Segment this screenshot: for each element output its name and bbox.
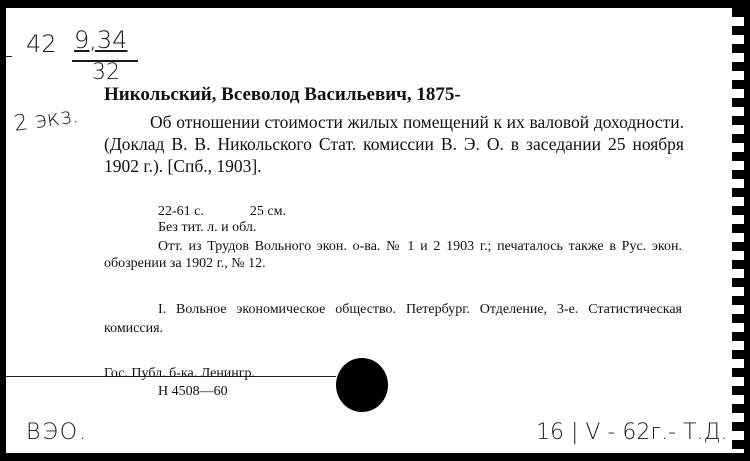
physical-description	[158, 204, 286, 220]
library-name: Гос. Публ. б-ка. Ленингр.	[104, 366, 256, 381]
handwritten-fraction-top: 9,34	[74, 26, 128, 54]
handwritten-code: ВЭО.	[26, 420, 89, 445]
subject-entry: I. Вольное экономическое общество. Петербург. Отделение, 3-е. Статистическая комиссия.	[104, 302, 682, 336]
library-shelfmark: Н 4508—60	[158, 384, 228, 399]
pages: 22-61 с.	[158, 204, 204, 219]
title-description: Об отношении стоимости жилых помещений к их валовой доходности. (Доклад В. В. Никольского Стат. комиссии В. Э. О. в заседании 25 ноября 1902 г.). [Спб., 1903].	[104, 112, 684, 176]
cover-note: Без тит. л. и обл.	[158, 220, 257, 235]
card-edge-perforation	[732, 8, 744, 453]
author-heading: Никольский, Всеволод Васильевич, 1875-	[104, 84, 461, 105]
handwritten-shelf-number: 42	[26, 30, 57, 58]
offprint-note: Отт. из Трудов Вольного экон. о-ва. № 1 и 2 1903 г.; печаталось также в Рус. экон. обозрении за 1902 г., № 12.	[104, 239, 682, 271]
handwritten-fraction-bottom: 32	[92, 60, 120, 85]
punch-hole	[336, 358, 388, 412]
size: 25 см.	[249, 204, 286, 219]
handwritten-copies-note: 2 экз.	[12, 103, 81, 137]
edge-mark	[6, 56, 12, 57]
catalog-card	[6, 8, 744, 453]
handwritten-bottom-note: 16 | V - 62г.- Т.Д.	[536, 420, 728, 445]
